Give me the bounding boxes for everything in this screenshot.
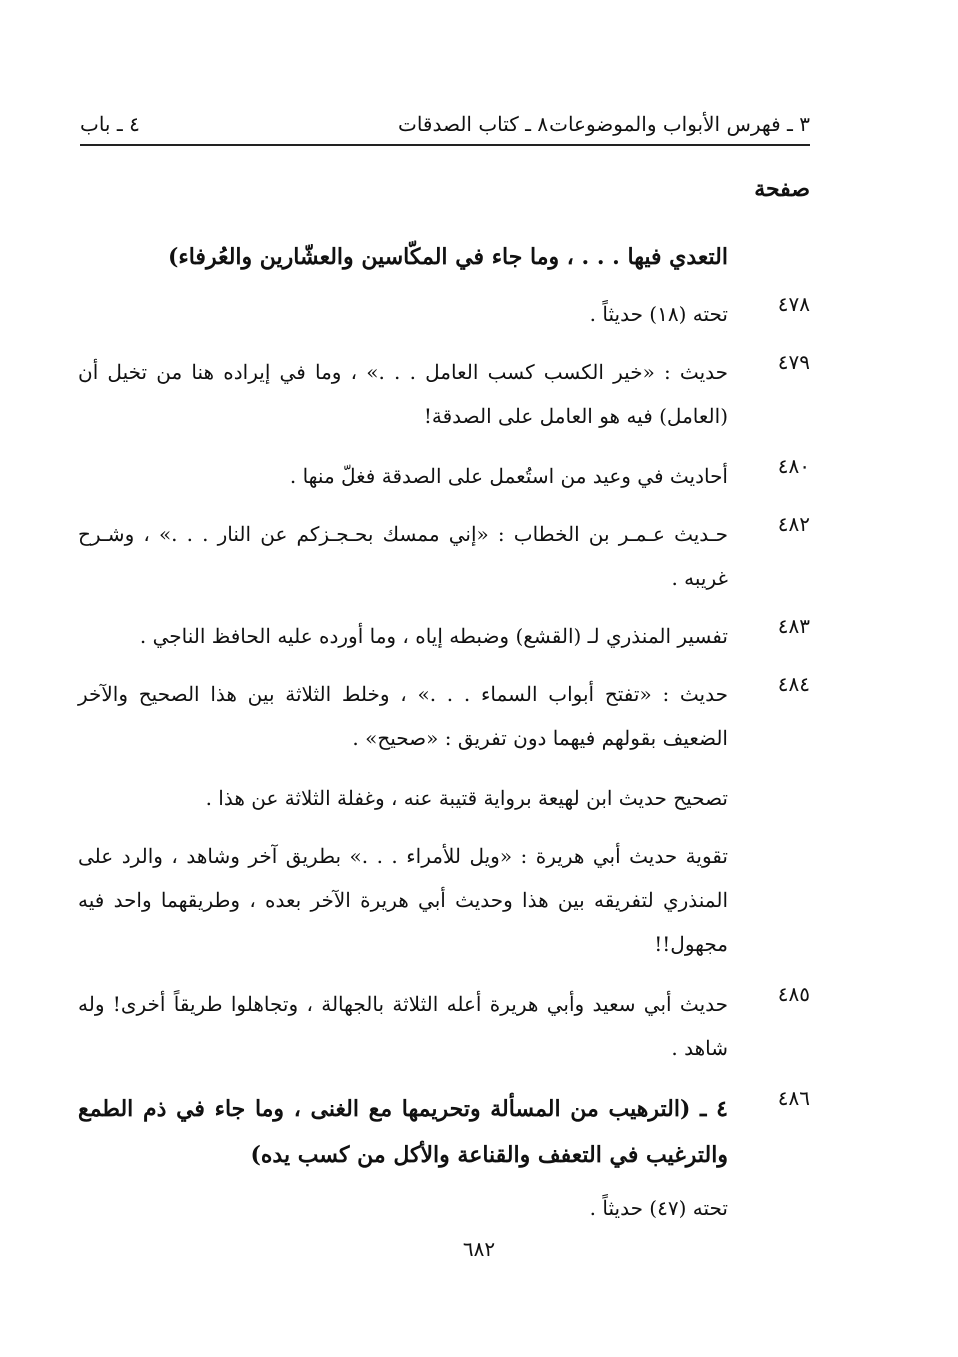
header-index-title: ٣ ـ فهرس الأبواب والموضوعات (549, 112, 810, 136)
page-number: ٦٨٢ (462, 1237, 496, 1261)
entry-page-number: ٤٧٩ (777, 350, 810, 374)
entry-page-number: ٤٧٨ (777, 292, 810, 316)
entry-page-number: ٤٨٣ (777, 614, 810, 638)
entry-text: حديث أبي سعيد وأبي هريرة أعله الثلاثة بالجهالة ، وتجاهلوا طريقاً أخرى! وله شاهد . (78, 992, 728, 1060)
entry-text: تحته (١٨) حديثاً . (589, 302, 728, 326)
running-header (80, 108, 810, 146)
entry-page-number: ٤٨٢ (777, 512, 810, 536)
entry-text: حديث : «خير الكسب كسب العامل . . .» ، وما في إيراده هنا من تخيل أن (العامل) فيه هو العامل على الصدقة! (78, 360, 728, 428)
entry-page-number: ٤٨٠ (777, 454, 810, 478)
header-chapter: ٤ ـ باب (80, 112, 140, 136)
section-heading-text: التعدي فيها . . . ، وما جاء في المكّاسين والعشّارين والعُرفاء) (167, 244, 728, 270)
page-column-label: صفحة (754, 176, 810, 202)
entry-text: أحاديث في وعيد من استُعمل على الصدقة فغلّ منها . (289, 464, 728, 488)
entry-text: حديث : «تفتح أبواب السماء . . .» ، وخلط الثلاثة بين هذا الصحيح والآخر الضعيف بقولهم فيهما دون تفريق : «صحيح» . (78, 682, 728, 750)
section-heading (78, 234, 810, 284)
entry-text: تفسير المنذري لـ (القشع) وضبطه إياه ، وما أورده عليه الحافظ الناجي . (139, 624, 728, 648)
entry-text: تصحيح حديث ابن لهيعة برواية قتيبة عنه ، وغفلة الثلاثة عن هذا . (205, 786, 728, 810)
entry-page-number: ٤٨٥ (777, 982, 810, 1006)
entry-text: حـديث عـمـر بن الخطاب : «إني ممسك بحـجـزكم عن النار . . .» ، وشـرح غريبه . (78, 522, 728, 590)
entry-page-number: ٤٨٤ (777, 672, 810, 696)
entry-text: تقوية حديث أبي هريرة : «ويل للأمراء . . .» بطريق آخر وشاهد ، والرد على المنذري لتفريقه بين هذا وحديث أبي هريرة الآخر بعده ، وطريقهما واحد فيه مجهول!! (78, 844, 728, 956)
entry-text: ٤ ـ (الترهيب من المسألة وتحريمها مع الغنى ، وما جاء في ذم الطمع والترغيب في التعفف والقناعة والأكل من كسب يده) (78, 1096, 728, 1168)
entry-page-number: ٤٨٦ (777, 1086, 810, 1110)
header-book-title: ٨ ـ كتاب الصدقات (398, 112, 549, 136)
entry-text: تحته (٤٧) حديثاً . (589, 1196, 728, 1220)
